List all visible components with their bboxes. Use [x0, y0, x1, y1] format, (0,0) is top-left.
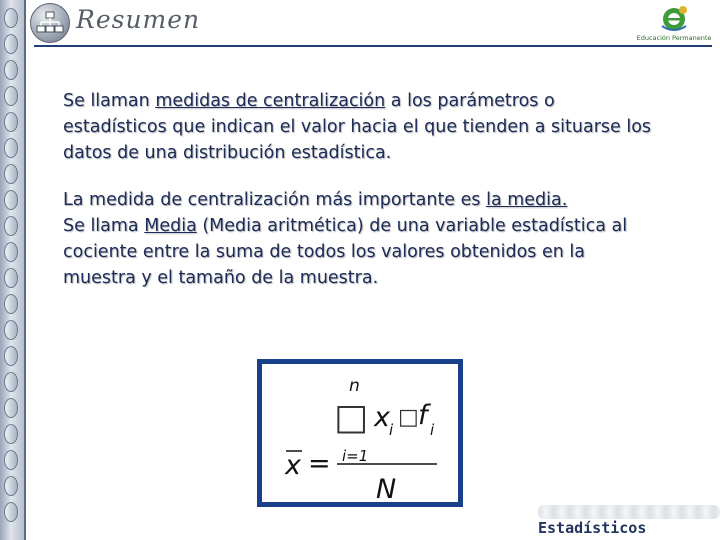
text-run: Se llama [63, 216, 145, 236]
term-centralization-measures: medidas de centralización [155, 91, 386, 111]
subscript-i: i [430, 421, 435, 439]
binder-ring [4, 294, 18, 314]
education-logo [636, 4, 712, 44]
binder-ring [4, 112, 18, 132]
binder-ring [4, 86, 18, 106]
denominator-n: N [376, 474, 397, 502]
text-run: Se llaman [63, 91, 156, 111]
text-run: a los parámetros o estadísticos que indican el valor hacia el que tienden a situarse los datos de una distribución estadística. [63, 91, 652, 163]
binder-ring [4, 216, 18, 236]
binder-ring [4, 164, 18, 184]
binder-ring [4, 424, 18, 444]
text-run: (Media aritmética) de una variable estadística al cociente entre la suma de todos los valores obtenidos en la muestra y el tamaño de la muestra. [63, 216, 628, 288]
binder-ring [4, 320, 18, 340]
term-the-mean: la media. [486, 190, 568, 210]
text-run: La medida de centralización más importante es [63, 190, 487, 210]
sum-upper-limit: n [349, 376, 360, 396]
main-content [63, 88, 653, 291]
variable-x: x [374, 402, 390, 433]
logo-caption: Educación Permanente [636, 34, 712, 42]
definition-paragraph [63, 88, 653, 166]
binder-ring [4, 502, 18, 522]
binder-ring [4, 450, 18, 470]
binder-ring [4, 372, 18, 392]
binder-ring [4, 34, 18, 54]
binder-ring [4, 138, 18, 158]
binder-strip [0, 0, 26, 540]
binder-ring [4, 242, 18, 262]
mean-formula [262, 364, 458, 502]
binder-ring [4, 476, 18, 496]
subscript-i: i [389, 421, 394, 439]
binder-ring [4, 398, 18, 418]
header-divider [34, 45, 712, 47]
sitemap-icon [30, 3, 70, 43]
variable-f: f [418, 400, 428, 431]
page-title: Resumen [76, 5, 201, 34]
footer-decoration [538, 505, 720, 519]
product-symbol: □ [398, 405, 419, 430]
equals-sign: = [308, 448, 331, 479]
mean-paragraph [63, 187, 653, 291]
term-media: Media [144, 216, 197, 236]
mean-variable: x [285, 450, 301, 481]
footer-label: Estadísticos [538, 519, 647, 537]
binder-ring [4, 268, 18, 288]
binder-ring [4, 60, 18, 80]
sum-lower-limit: i=1 [342, 447, 369, 465]
mean-formula-box [257, 359, 463, 507]
binder-ring [4, 190, 18, 210]
binder-ring [4, 346, 18, 366]
sum-symbol: □ [334, 397, 369, 438]
binder-ring [4, 8, 18, 28]
